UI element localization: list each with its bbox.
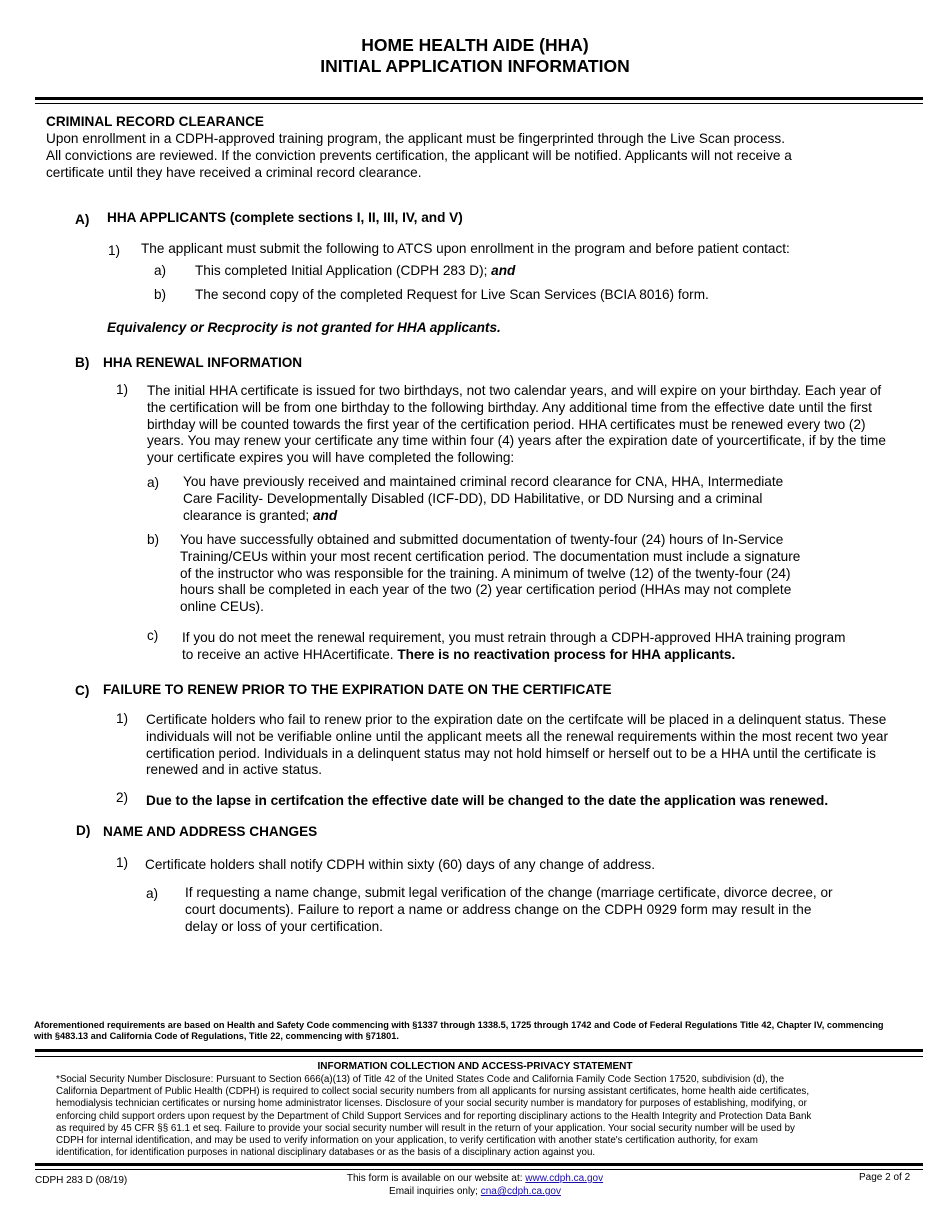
section-a-item-number: 1) [108,243,121,258]
section-a-sub-b-label: b) [154,287,167,302]
section-b-item-text: The initial HHA certificate is issued for two birthdays, not two calendar years, and will expire on your birthday. Each year of the certification will be from one birthday to the following birthday. Any additional time from the effective date until the first birthday will be counted towards the first year of the certification period. HHA certificates must be renewed every two (2) years. You may renew your certificate any time within four (4) years after the expiration date of yourcertificate, if by the time your certificate expires you will have completed the following: [147,383,886,466]
regulation-footnote: Aforementioned requirements are based on Health and Safety Code commencing with §1337 through 1338.5, 1725 through 1742 and Code of Federal Regulations Title 42, Chapter IV, commencing with §483.13 and California Code of Regulations, Title 22, commencing with §71801. [34,1020,884,1041]
section-c-item1-text: Certificate holders who fail to renew prior to the expiration date on the certifcate will be placed in a delinquent status. These individuals will not be verifiable online until the applicant meets all the renewal requirements within the most recent two year certification period. Individuals in a delinquent status may not hold himself or herself out to be a HHA until the certificate is renewed and in active status. [146,712,889,778]
privacy-heading: INFORMATION COLLECTION AND ACCESS-PRIVACY STATEMENT [317,1061,633,1072]
section-b-sub-a-label: a) [147,475,160,490]
section-c-item1-number: 1) [116,711,129,726]
section-a-letter: A) [75,212,90,227]
section-a-sub-a: This completed Initial Application (CDPH 283 D); and [195,263,516,278]
criminal-heading: CRIMINAL RECORD CLEARANCE [46,114,265,129]
section-d-sub-a: If requesting a name change, submit legal verification of the change (marriage certificate, divorce decree, or court documents). Failure to report a name or address change on the CDPH 0929 form may result in the delay or loss of your certification. [185,885,833,934]
header-rule-thin [35,103,923,104]
section-c-letter: C) [75,683,90,698]
section-d-sub-a-label: a) [146,886,159,901]
section-a-sub-a-label: a) [154,263,167,278]
privacy-statement: *Social Security Number Disclosure: Pursuant to Section 666(a)(13) of Title 42 of the United States Code and California Family Code Section 17520, subdivision (d), the California Department of Public Health (CDPH) is required to collect social security numbers from all applicants for nursing assistant certificates, home health aide certificates, hemodialysis technician certificates or nursing home administrator licenses. Disclosure of your social security number is mandatory for purposes of establishing, modifying, or enforcing child support orders upon request by the Department of Child Support Services and for reporting disciplinary actions to the Health Integrity and Protection Data Bank as required by 45 CFR §§ 61.1 et seq. Failure to provide your social security number will result in the return of your application. Your social security number will be used by CDPH for internal identification, and may be used to verify information on your application, to verify certification with another state's certification authority, for exam identification, for identification purposes in national disciplinary databases or as the basis of a disciplinary action against you. [56,1074,812,1159]
section-a-heading: HHA APPLICANTS (complete sections I, II, III, IV, and V) [107,210,463,225]
footer-contact: This form is available on our website at: www.cdph.ca.gov Email inquiries only; cna@cdph.ca.gov [346,1173,604,1197]
section-b-sub-c-label: c) [147,628,159,643]
section-a-item-text: The applicant must submit the following to ATCS upon enrollment in the program and before patient contact: [141,241,790,256]
email-link[interactable]: cna@cdph.ca.gov [480,1186,561,1197]
form-id: CDPH 283 D (08/19) [35,1175,128,1186]
privacy-rule-thin [35,1169,923,1170]
criminal-line: All convictions are reviewed. If the conviction prevents certification, the applicant will be notified. Applicants will not receive a [46,148,792,163]
section-b-item-number: 1) [116,382,129,397]
footnote-rule-thin [35,1056,923,1057]
page-title-line2: INITIAL APPLICATION INFORMATION [320,56,630,76]
footnote-rule [35,1049,923,1052]
section-d-letter: D) [76,823,91,838]
section-d-item-number: 1) [116,855,129,870]
criminal-line: certificate until they have received a criminal record clearance. [46,165,422,180]
section-a-note: Equivalency or Recprocity is not granted for HHA applicants. [107,320,501,335]
section-b-sub-b-label: b) [147,532,160,547]
section-c-item2-number: 2) [116,790,129,805]
page-title-line1: HOME HEALTH AIDE (HHA) [361,35,589,55]
website-link[interactable]: www.cdph.ca.gov [525,1173,604,1184]
header-rule [35,97,923,100]
criminal-line: Upon enrollment in a CDPH-approved training program, the applicant must be fingerprinted through the Live Scan process. [46,131,786,146]
section-b-sub-a: You have previously received and maintained criminal record clearance for CNA, HHA, Intermediate Care Facility- Developmentally Disabled (ICF-DD), DD Habilitative, or DD Nursing and a criminal clearance is granted; and [183,474,784,523]
page-number: Page 2 of 2 [859,1172,911,1183]
section-d-heading: NAME AND ADDRESS CHANGES [103,824,318,839]
section-a-sub-b: The second copy of the completed Request for Live Scan Services (BCIA 8016) form. [195,287,709,302]
section-b-heading: HHA RENEWAL INFORMATION [103,355,303,370]
section-b-sub-b: You have successfully obtained and submitted documentation of twenty-four (24) hours of In-Service Training/CEUs within your most recent certification period. The documentation must include a signature of the instructor who was responsible for the training. A minimum of twelve (12) of the twenty-four (24) hours shall be completed in each year of the two (2) year certification period (HHAs may not complete online CEUs). [180,532,801,615]
section-b-sub-c: If you do not meet the renewal requirement, you must retrain through a CDPH-approved HHA training program to receive an active HHAcertificate. There is no reactivation process for HHA applicants. [182,630,846,662]
section-d-item-text: Certificate holders shall notify CDPH within sixty (60) days of any change of address. [145,857,655,872]
privacy-rule [35,1163,923,1166]
section-c-item2-text: Due to the lapse in certifcation the effective date will be changed to the date the application was renewed. [146,793,829,808]
section-c-heading: FAILURE TO RENEW PRIOR TO THE EXPIRATION DATE ON THE CERTIFICATE [103,682,612,697]
section-b-letter: B) [75,355,90,370]
